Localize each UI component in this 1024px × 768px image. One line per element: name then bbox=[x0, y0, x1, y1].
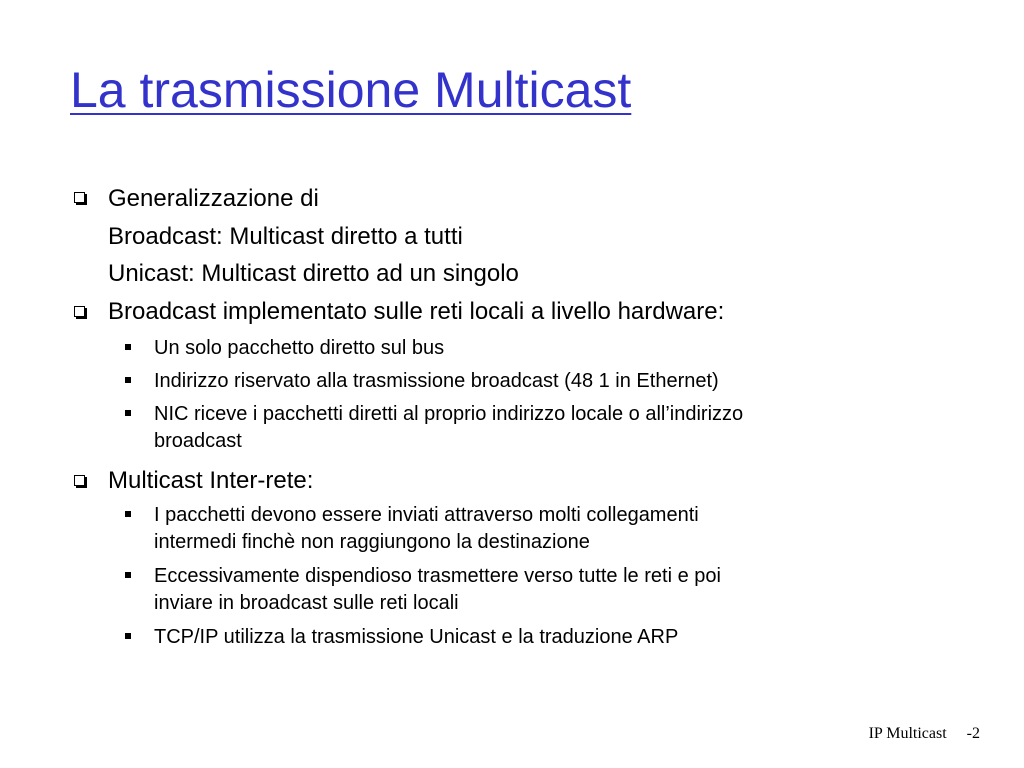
filled-square-bullet-icon bbox=[125, 511, 131, 517]
sub-bullet-text: Eccessivamente dispendioso trasmettere verso tutte le reti e poi bbox=[154, 565, 721, 587]
bullet-continuation: Unicast: Multicast diretto ad un singolo bbox=[108, 260, 519, 287]
sub-bullet-text: Un solo pacchetto diretto sul bus bbox=[154, 337, 445, 359]
hollow-square-bullet-icon bbox=[74, 192, 85, 203]
sub-bullet-text-continued: intermedi finchè non raggiungono la destinazione bbox=[154, 531, 590, 553]
bullet-text: Broadcast implementato sulle reti locali a livello hardware: bbox=[108, 298, 725, 325]
slide-footer bbox=[869, 724, 980, 744]
sub-bullet-text: NIC riceve i pacchetti diretti al proprio indirizzo locale o all’indirizzo bbox=[154, 403, 744, 425]
filled-square-bullet-icon bbox=[125, 377, 131, 383]
filled-square-bullet-icon bbox=[125, 633, 131, 639]
filled-square-bullet-icon bbox=[125, 410, 131, 416]
bullet-continuation: Broadcast: Multicast diretto a tutti bbox=[108, 223, 463, 250]
footer-label: IP Multicast bbox=[868, 725, 947, 742]
sub-bullet-text: Indirizzo riservato alla trasmissione broadcast (48 1 in Ethernet) bbox=[154, 370, 719, 392]
sub-bullet-text: TCP/IP utilizza la trasmissione Unicast e la traduzione ARP bbox=[154, 626, 679, 648]
sub-bullet-text-continued: broadcast bbox=[154, 430, 242, 452]
page-number: -2 bbox=[966, 725, 980, 742]
sub-bullet-text: I pacchetti devono essere inviati attraverso molti collegamenti bbox=[154, 504, 699, 526]
filled-square-bullet-icon bbox=[125, 572, 131, 578]
bullet-text: Multicast Inter-rete: bbox=[108, 467, 314, 494]
sub-bullet-text-continued: inviare in broadcast sulle reti locali bbox=[154, 592, 459, 614]
hollow-square-bullet-icon bbox=[74, 475, 85, 486]
slide-title: La trasmissione Multicast bbox=[70, 62, 632, 118]
hollow-square-bullet-icon bbox=[74, 306, 85, 317]
bullet-text: Generalizzazione di bbox=[108, 185, 319, 212]
filled-square-bullet-icon bbox=[125, 344, 131, 350]
